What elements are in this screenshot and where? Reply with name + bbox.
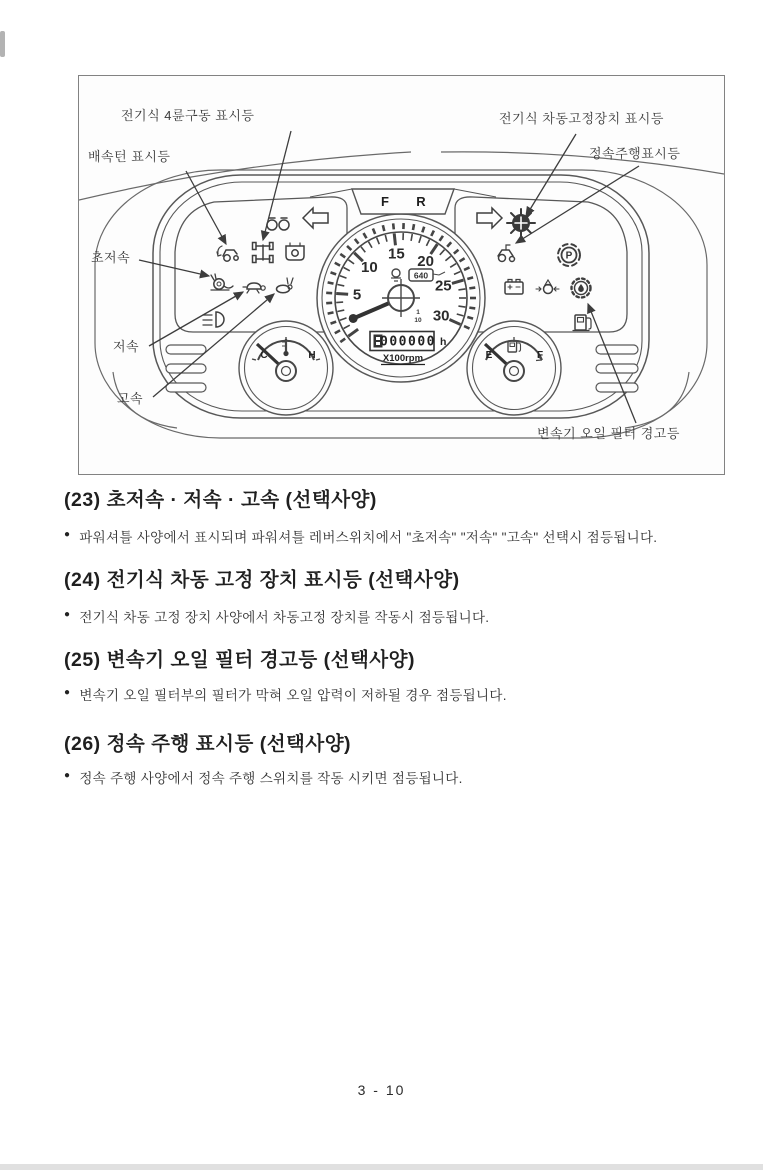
bullet-marker: ● [64, 687, 71, 698]
temperature-gauge [239, 321, 333, 415]
section-25-body-text: 변속기 오일 필터부의 필터가 막혀 오일 압력이 저하될 경우 점등됩니다. [79, 688, 507, 703]
callout-four-wd-indicator: 전기식 4륜구동 표시등 [121, 108, 255, 123]
hour-meter-unit: h [440, 336, 447, 348]
fuel-empty-label: E [485, 350, 493, 361]
section-24-body-text: 전기식 차동 고정 장치 사양에서 차동고정 장치를 작동시 점등됩니다. [79, 610, 490, 625]
transmission-oil-filter-icon [572, 279, 591, 298]
section-23-heading: (23) 초저속 · 저속 · 고속 (선택사양) [64, 489, 377, 511]
scan-artifact-bottom [0, 1164, 763, 1170]
section-26-heading: (26) 정속 주행 표시등 (선택사양) [64, 733, 352, 755]
hour-meter-digits: 000000 [380, 334, 436, 350]
fuel-full-label: F [536, 350, 544, 361]
svg-text:5: 5 [352, 286, 362, 304]
differential-lock-icon [507, 209, 535, 237]
instrument-cluster-illustration [79, 76, 724, 474]
temp-cold-label: C [260, 350, 268, 361]
section-25-heading: (25) 변속기 오일 필터 경고등 (선택사양) [64, 649, 415, 671]
section-25-body [64, 684, 507, 704]
callout-trans-filter-warning: 변속기 오일 필터 경고등 [537, 426, 680, 441]
section-26-body-text: 정속 주행 사양에서 정속 주행 스위치를 작동 시키면 점등됩니다. [79, 771, 463, 786]
section-24-body [64, 606, 489, 626]
section-26-body [64, 767, 463, 787]
pto-badge-value: 640 [413, 270, 429, 281]
svg-text:X100rpm: X100rpm [382, 353, 424, 364]
tach-unit-label [381, 353, 425, 365]
hour-meter [370, 332, 446, 351]
fuel-gauge [467, 321, 561, 415]
bullet-marker: ● [64, 770, 71, 781]
page-number: 3 - 10 [357, 1082, 406, 1098]
gear-reverse-label: R [416, 194, 426, 209]
callout-high-speed: 고속 [117, 391, 144, 406]
gear-forward-label: F [381, 194, 389, 209]
svg-text:25: 25 [434, 277, 452, 295]
svg-text:15: 15 [388, 245, 405, 263]
section-23-body-text: 파워셔틀 사양에서 표시되며 파워셔틀 레버스위치에서 "초저속" "저속" "고속" 선택시 점등됩니다. [79, 530, 658, 545]
svg-text:10: 10 [414, 317, 422, 324]
bullet-marker: ● [64, 609, 71, 620]
instrument-cluster-diagram-frame [78, 75, 725, 475]
svg-text:1: 1 [416, 309, 420, 316]
parking-brake-letter: P [565, 250, 573, 262]
callout-ultra-low-speed: 초저속 [91, 250, 131, 265]
section-24-heading: (24) 전기식 차동 고정 장치 표시등 (선택사양) [64, 569, 460, 591]
temp-hot-label: H [308, 350, 316, 361]
callout-dual-speed-turn: 배속턴 표시등 [88, 149, 171, 164]
section-23-body [64, 526, 657, 546]
svg-text:30: 30 [432, 307, 450, 325]
callout-cruise-indicator: 정속주행표시등 [589, 146, 681, 161]
callout-low-speed: 저속 [113, 339, 140, 354]
svg-text:10: 10 [361, 258, 378, 276]
scan-artifact-left [0, 31, 5, 57]
bullet-marker: ● [64, 529, 71, 540]
svg-text:20: 20 [417, 253, 434, 271]
callout-diff-lock-indicator: 전기식 차동고정장치 표시등 [499, 111, 664, 126]
